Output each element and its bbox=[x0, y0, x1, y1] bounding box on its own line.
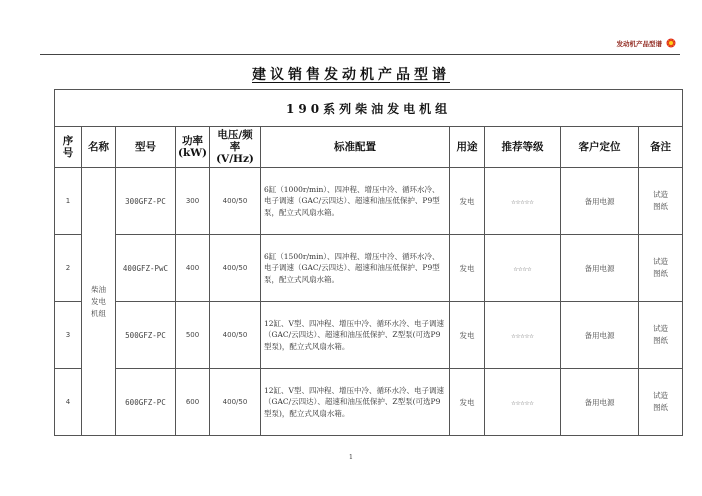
col-header-rating: 推荐等级 bbox=[485, 127, 561, 168]
col-header-power: 功率 (kW) bbox=[176, 127, 210, 168]
remark-text: 试造图纸 bbox=[653, 324, 669, 345]
row-seq: 1 bbox=[55, 168, 82, 235]
row-config: 6缸（1500r/min）、四冲程、增压中冷、循环水冷、电子调速（GAC/云四达）、超速和油压低保护、P9型泵，配立式风扇水箱。 bbox=[261, 235, 450, 302]
row-position: 备用电源 bbox=[561, 369, 639, 436]
row-rating: ☆☆☆☆☆ bbox=[485, 168, 561, 235]
row-seq: 2 bbox=[55, 235, 82, 302]
group-title: 190系列柴油发电机组 bbox=[55, 90, 683, 127]
row-rating: ☆☆☆☆☆ bbox=[485, 369, 561, 436]
remark-text: 试造图纸 bbox=[653, 190, 669, 211]
row-position: 备用电源 bbox=[561, 302, 639, 369]
row-position: 备用电源 bbox=[561, 168, 639, 235]
row-power: 400 bbox=[176, 235, 210, 302]
table-row bbox=[55, 302, 683, 369]
row-voltage: 400/50 bbox=[210, 235, 261, 302]
row-seq: 4 bbox=[55, 369, 82, 436]
row-power: 600 bbox=[176, 369, 210, 436]
page-number: 1 bbox=[348, 453, 354, 461]
table-row bbox=[55, 235, 683, 302]
sun-logo-icon bbox=[666, 38, 676, 48]
row-remark bbox=[639, 302, 683, 369]
col-header-seq: 序 号 bbox=[55, 127, 82, 168]
table-header-row bbox=[55, 127, 683, 168]
col-header-position: 客户定位 bbox=[561, 127, 639, 168]
row-power: 500 bbox=[176, 302, 210, 369]
row-rating: ☆☆☆☆ bbox=[485, 235, 561, 302]
remark-text: 试造图纸 bbox=[653, 257, 669, 278]
col-header-voltage: 电压/频 率 (V/Hz) bbox=[210, 127, 261, 168]
row-voltage: 400/50 bbox=[210, 168, 261, 235]
page-header bbox=[617, 38, 677, 48]
col-header-name: 名称 bbox=[82, 127, 116, 168]
row-remark bbox=[639, 369, 683, 436]
row-use: 发电 bbox=[450, 369, 485, 436]
product-table bbox=[54, 89, 683, 436]
remark-text: 试造图纸 bbox=[653, 391, 669, 412]
col-header-use: 用途 bbox=[450, 127, 485, 168]
row-voltage: 400/50 bbox=[210, 302, 261, 369]
header-rule bbox=[40, 54, 680, 55]
row-name-group: 柴油 发电 机组 bbox=[82, 168, 116, 436]
row-use: 发电 bbox=[450, 235, 485, 302]
row-config: 6缸（1000r/min）、四冲程、增压中冷、循环水冷、电子调速（GAC/云四达）、超速和油压低保护、P9型泵，配立式风扇水箱。 bbox=[261, 168, 450, 235]
row-seq: 3 bbox=[55, 302, 82, 369]
row-position: 备用电源 bbox=[561, 235, 639, 302]
row-remark bbox=[639, 235, 683, 302]
row-model: 500GFZ-PC bbox=[116, 302, 176, 369]
table-row bbox=[55, 369, 683, 436]
row-config: 12缸、V型、四冲程、增压中冷、循环水冷、电子调速（GAC/云四达）、超速和油压低保护、Z型泵(可选P9型泵)，配立式风扇水箱。 bbox=[261, 302, 450, 369]
row-model: 300GFZ-PC bbox=[116, 168, 176, 235]
row-power: 300 bbox=[176, 168, 210, 235]
row-config: 12缸、V型、四冲程、增压中冷、循环水冷、电子调速（GAC/云四达）、超速和油压低保护、Z型泵(可选P9型泵)，配立式风扇水箱。 bbox=[261, 369, 450, 436]
row-model: 400GFZ-PwC bbox=[116, 235, 176, 302]
row-model: 600GFZ-PC bbox=[116, 369, 176, 436]
header-brand-text: 发动机产品型谱 bbox=[616, 39, 662, 48]
row-voltage: 400/50 bbox=[210, 369, 261, 436]
row-rating: ☆☆☆☆☆ bbox=[485, 302, 561, 369]
col-header-model: 型号 bbox=[116, 127, 176, 168]
row-remark bbox=[639, 168, 683, 235]
col-header-remark: 备注 bbox=[639, 127, 683, 168]
row-use: 发电 bbox=[450, 302, 485, 369]
col-header-config: 标准配置 bbox=[261, 127, 450, 168]
row-use: 发电 bbox=[450, 168, 485, 235]
table-row bbox=[55, 168, 683, 235]
document-title: 建议销售发动机产品型谱 bbox=[252, 67, 450, 83]
